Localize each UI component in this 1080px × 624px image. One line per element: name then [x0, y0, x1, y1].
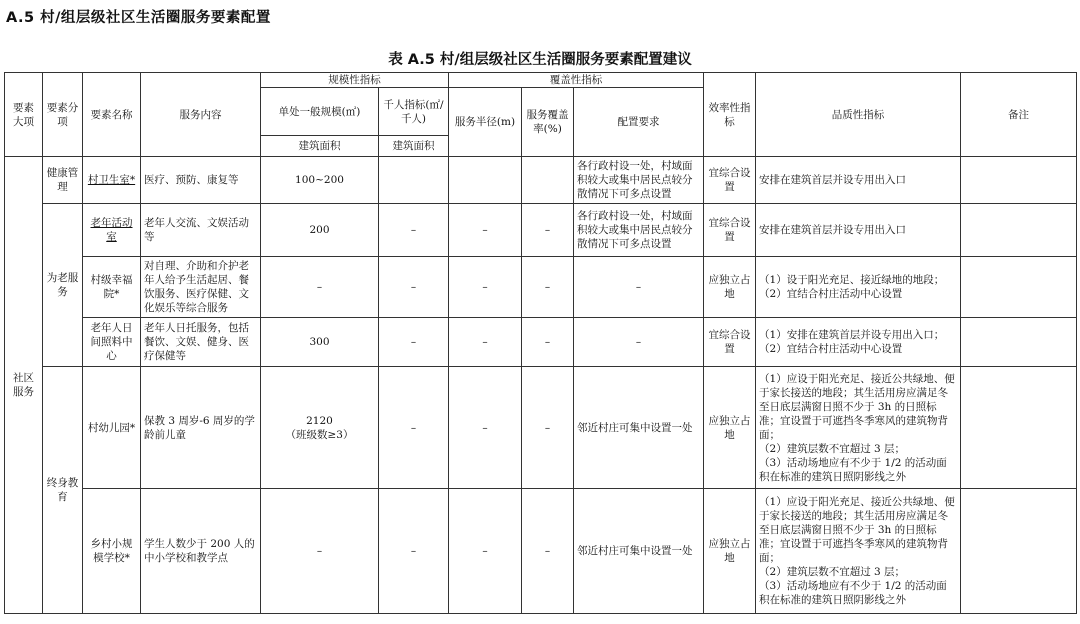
- row-name: 老年活动室: [83, 204, 141, 257]
- header-area-2: 建筑面积: [379, 136, 449, 157]
- section-title: A.5 村/组层级社区生活圈服务要素配置: [6, 10, 271, 26]
- row-notes: [961, 367, 1077, 489]
- row-rate: –: [522, 318, 574, 367]
- header-coverage-rate: 服务覆盖率(%): [522, 88, 574, 157]
- table-row: [5, 157, 1077, 204]
- row-radius: –: [449, 318, 522, 367]
- header-efficiency: 效率性指标: [704, 73, 756, 157]
- row-req: –: [574, 318, 704, 367]
- config-table: [4, 72, 1077, 614]
- table-row: [5, 318, 1077, 367]
- row-quality: [756, 367, 961, 489]
- row-notes: [961, 318, 1077, 367]
- row-name: 老年人日间照料中心: [83, 318, 141, 367]
- scale-note: （班级数≥3）: [285, 428, 354, 441]
- row-notes: [961, 489, 1077, 614]
- row-radius: –: [449, 489, 522, 614]
- row-quality: 安排在建筑首层并设专用出入口: [756, 157, 961, 204]
- row-eff: 宜综合设置: [704, 157, 756, 204]
- row-rate: –: [522, 257, 574, 318]
- row-quality: [756, 257, 961, 318]
- row-scale: –: [261, 257, 379, 318]
- row-content: 对自理、介助和介护老年人给予生活起居、餐饮服务、医疗保健、文化娱乐等综合服务: [141, 257, 261, 318]
- row-scale: 200: [261, 204, 379, 257]
- row-per-k: –: [379, 318, 449, 367]
- header-config-req: 配置要求: [574, 88, 704, 157]
- row-scale: [261, 367, 379, 489]
- header-scale-group: 规模性指标: [261, 73, 449, 88]
- row-per-k: –: [379, 367, 449, 489]
- row-quality: [756, 489, 961, 614]
- row-eff: 应独立占地: [704, 367, 756, 489]
- row-per-k: –: [379, 489, 449, 614]
- quality-line: （2）宜结合村庄活动中心设置: [759, 288, 903, 300]
- row-content: 老年人日托服务，包括餐饮、文娱、健身、医疗保健等: [141, 318, 261, 367]
- row-eff: 应独立占地: [704, 257, 756, 318]
- header-scale-per-k: 千人指标(㎡/千人): [379, 88, 449, 136]
- header-notes: 备注: [961, 73, 1077, 157]
- row-scale: 300: [261, 318, 379, 367]
- table-row: [5, 257, 1077, 318]
- row-rate: [522, 157, 574, 204]
- row-radius: –: [449, 367, 522, 489]
- header-name: 要素名称: [83, 73, 141, 157]
- header-row-1: [5, 73, 1077, 88]
- row-notes: [961, 204, 1077, 257]
- quality-line: （2）宜结合村庄活动中心设置: [759, 343, 903, 355]
- table-row: [5, 489, 1077, 614]
- table-row: [5, 367, 1077, 489]
- row-radius: –: [449, 257, 522, 318]
- row-name: 乡村小规模学校*: [83, 489, 141, 614]
- scale-value: 2120: [306, 414, 333, 427]
- quality-line: （1）应设于阳光充足、接近公共绿地、便于家长接送的地段；其生活用房应满足冬至日底层满窗日照不少于 3h 的日照标准；宜设置于可遮挡冬季寒风的建筑物背面；: [759, 372, 955, 441]
- row-content: 学生人数少于 200 人的中小学校和教学点: [141, 489, 261, 614]
- row-per-k: –: [379, 257, 449, 318]
- row-radius: –: [449, 204, 522, 257]
- row-name: 村卫生室*: [83, 157, 141, 204]
- quality-line: （2）建筑层数不宜超过 3 层；: [759, 442, 906, 455]
- quality-line: （3）活动场地应有不少于 1/2 的活动面积在标准的建筑日照阴影线之外: [759, 456, 947, 483]
- row-req: 邻近村庄可集中设置一处: [574, 489, 704, 614]
- row-rate: –: [522, 204, 574, 257]
- row-eff: 宜综合设置: [704, 204, 756, 257]
- row-scale: –: [261, 489, 379, 614]
- header-quality: 品质性指标: [756, 73, 961, 157]
- row-notes: [961, 157, 1077, 204]
- row-name: 村级幸福院*: [83, 257, 141, 318]
- major-item-cell: 社区服务: [5, 157, 43, 614]
- row-req: 邻近村庄可集中设置一处: [574, 367, 704, 489]
- quality-line: （1）设于阳光充足、接近绿地的地段；: [759, 274, 945, 286]
- header-content: 服务内容: [141, 73, 261, 157]
- category-elderly: 为老服务: [43, 204, 83, 367]
- row-notes: [961, 257, 1077, 318]
- table-title: 表 A.5 村/组层级社区生活圈服务要素配置建议: [388, 52, 692, 68]
- quality-line: （2）建筑层数不宜超过 3 层；: [759, 566, 906, 578]
- row-rate: –: [522, 489, 574, 614]
- quality-line: （3）活动场地应有不少于 1/2 的活动面积在标准的建筑日照阴影线之外: [759, 580, 947, 606]
- row-per-k: [379, 157, 449, 204]
- table-row: [5, 204, 1077, 257]
- row-content: 保教 3 周岁-6 周岁的学龄前儿童: [141, 367, 261, 489]
- row-rate: –: [522, 367, 574, 489]
- row-content: 医疗、预防、康复等: [141, 157, 261, 204]
- quality-line: （1）安排在建筑首层并设专用出入口；: [759, 329, 945, 341]
- quality-line: （1）应设于阳光充足、接近公共绿地、便于家长接送的地段；其生活用房应满足冬至日底层满窗日照不少于 3h 的日照标准；宜设置于可遮挡冬季寒风的建筑物背面；: [759, 496, 955, 564]
- header-area-1: 建筑面积: [261, 136, 379, 157]
- row-per-k: –: [379, 204, 449, 257]
- row-scale: 100~200: [261, 157, 379, 204]
- header-radius: 服务半径(m): [449, 88, 522, 157]
- header-coverage-group: 覆盖性指标: [449, 73, 704, 88]
- category-health: 健康管理: [43, 157, 83, 204]
- header-major: 要素大项: [5, 73, 43, 157]
- header-scale-single: 单处一般规模(㎡): [261, 88, 379, 136]
- row-radius: [449, 157, 522, 204]
- row-quality: 安排在建筑首层并设专用出入口: [756, 204, 961, 257]
- row-req: –: [574, 257, 704, 318]
- row-eff: 宜综合设置: [704, 318, 756, 367]
- row-quality: [756, 318, 961, 367]
- row-content: 老年人交流、文娱活动等: [141, 204, 261, 257]
- row-req: 各行政村设一处，村域面积较大或集中居民点较分散情况下可多点设置: [574, 204, 704, 257]
- category-education: 终身教育: [43, 367, 83, 614]
- row-req: 各行政村设一处，村域面积较大或集中居民点较分散情况下可多点设置: [574, 157, 704, 204]
- header-minor: 要素分项: [43, 73, 83, 157]
- row-name: 村幼儿园*: [83, 367, 141, 489]
- row-eff: 应独立占地: [704, 489, 756, 614]
